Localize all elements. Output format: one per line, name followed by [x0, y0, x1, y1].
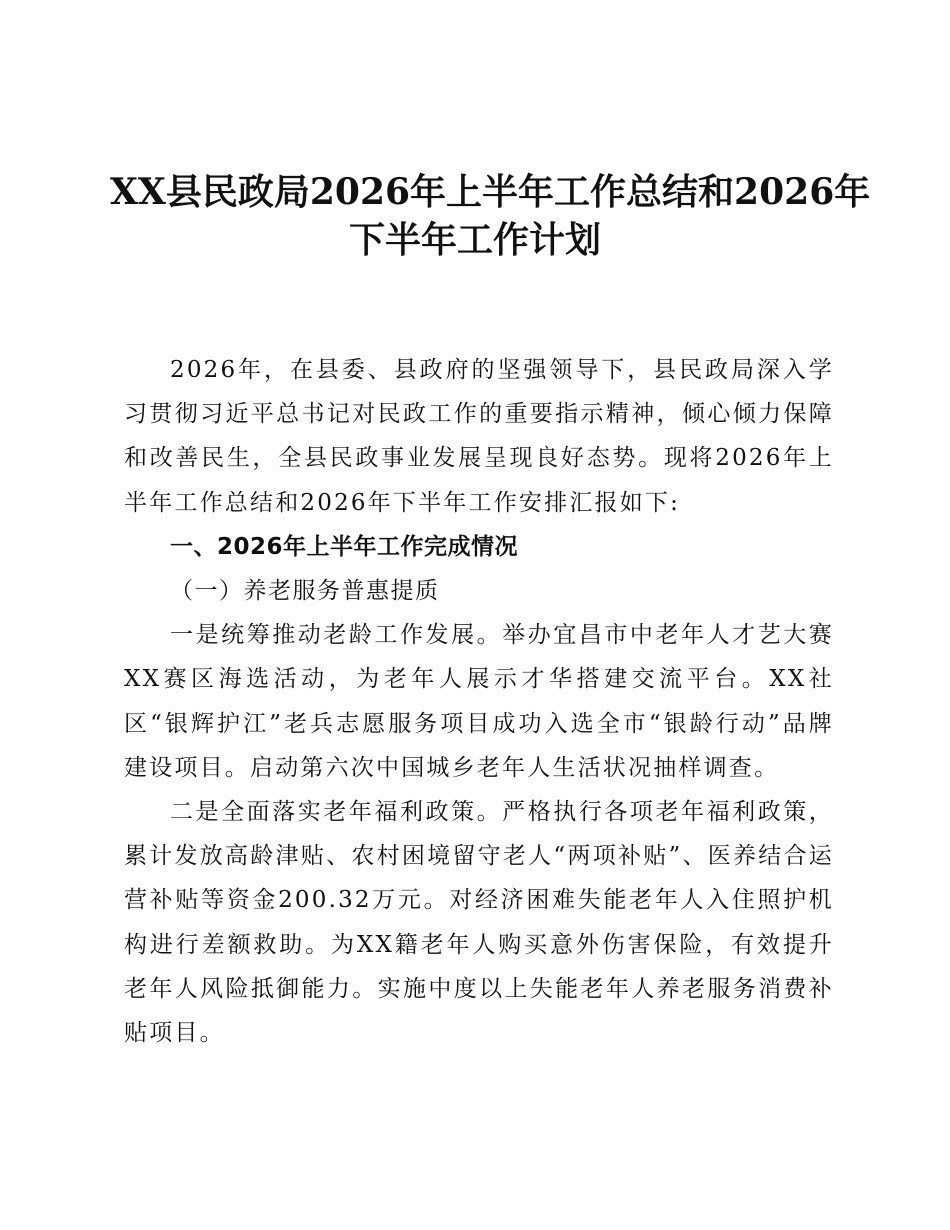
- title-line-1: XX县民政局2026年上半年工作总结和2026年: [110, 171, 871, 213]
- document-title: [110, 168, 871, 264]
- intro-paragraph: 2026年，在县委、县政府的坚强领导下，县民政局深入学习贯彻习近平总书记对民政工作的重要指示精神，倾心倾力保障和改善民生，全县民政事业发展呈现良好态势。现将2026年上半年工作总结和2026年下半年工作安排汇报如下:: [124, 357, 834, 516]
- body-paragraph-welfare-policy: 二是全面落实老年福利政策。严格执行各项老年福利政策，累计发放高龄津贴、农村困境留守老人“两项补贴”、医养结合运营补贴等资金200.32万元。对经济困难失能老年人入住照护机构进行差额救助。为XX籍老年人购买意外伤害保险，有效提升老年人风险抵御能力。实施中度以上失能老年人养老服务消费补贴项目。: [124, 799, 834, 1047]
- title-line-2: 下半年工作计划: [348, 219, 601, 261]
- document-body: [124, 348, 834, 1055]
- subsection-heading: （一）养老服务普惠提质: [170, 578, 440, 605]
- section-heading: 一、2026年上半年工作完成情况: [170, 533, 519, 560]
- body-paragraph-aging-work: 一是统筹推动老龄工作发展。举办宜昌市中老年人才艺大赛XX赛区海选活动，为老年人展示才华搭建交流平台。XX社区“银辉护江”老兵志愿服务项目成功入选全市“银龄行动”品牌建设项目。启动第六次中国城乡老年人生活状况抽样调查。: [124, 622, 834, 781]
